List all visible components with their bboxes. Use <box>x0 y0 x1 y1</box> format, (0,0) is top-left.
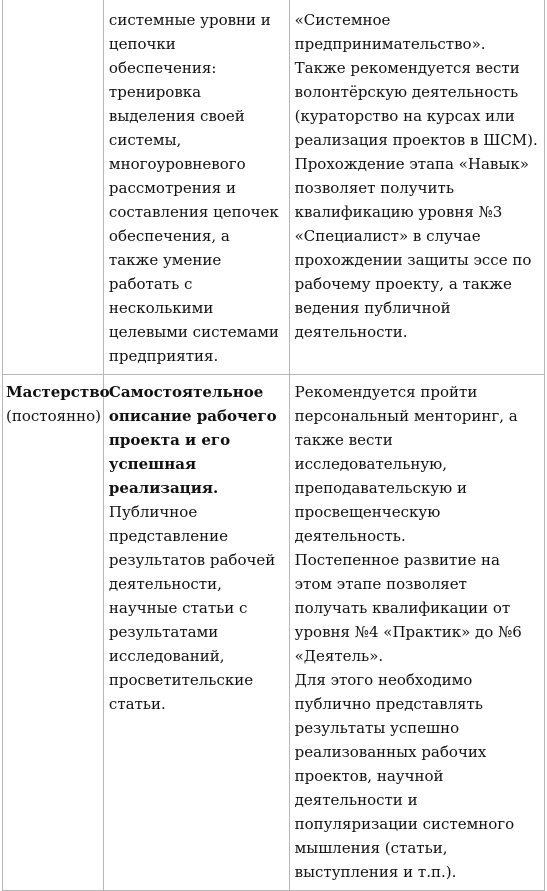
recommendation-line: Также рекомендуется вести волонтёрскую деятельность (кураторство на курсах или реализация проектов в ШСМ). <box>294 59 538 149</box>
stage-cell <box>3 375 110 891</box>
description-text: Публичное представление результатов рабочей деятельности, научные статьи с результатами исследований, просветительские статьи. <box>108 503 276 713</box>
recommendation-line: Рекомендуется пройти персональный менторинг, а также вести исследовательную, преподавательскую и просвещенческую деятельность. <box>294 383 518 545</box>
recommendation-cell <box>289 375 544 891</box>
recommendation-cell <box>289 0 544 375</box>
description-cell <box>103 375 289 891</box>
qualification-stages-table <box>2 0 545 891</box>
stage-note: (постоянно) <box>6 407 101 425</box>
table-row <box>3 0 545 375</box>
description-cell <box>103 0 289 375</box>
stage-name: Мастерство <box>6 383 110 401</box>
recommendation-line: «Системное предпринимательство». <box>294 11 486 53</box>
description-text: системные уровни и цепочки обеспечения: тренировка выделения своей системы, многоуровневого рассмотрения и составления цепочек обеспечения, а также умение работать с несколькими целевыми системами предприятия. <box>108 11 279 365</box>
table-row <box>3 375 545 891</box>
recommendation-line: Постепенное развитие на этом этапе позволяет получать квалификации от уровня №4 «Практик» до №6 «Деятель». <box>294 551 522 665</box>
description-heading: Самостоятельное описание рабочего проекта и его успешная реализация. <box>108 383 277 497</box>
recommendation-line: Прохождение этапа «Навык» позволяет получить квалификацию уровня №3 «Специалист» в случае прохождении защиты эссе по рабочему проекту, а также ведения публичной деятельности. <box>294 155 532 341</box>
recommendation-line: Для этого необходимо публично представлять результаты успешно реализованных рабочих проектов, научной деятельности и популяризации системного мышления (статьи, выступления и т.п.). <box>294 671 515 881</box>
stage-cell <box>3 0 104 375</box>
